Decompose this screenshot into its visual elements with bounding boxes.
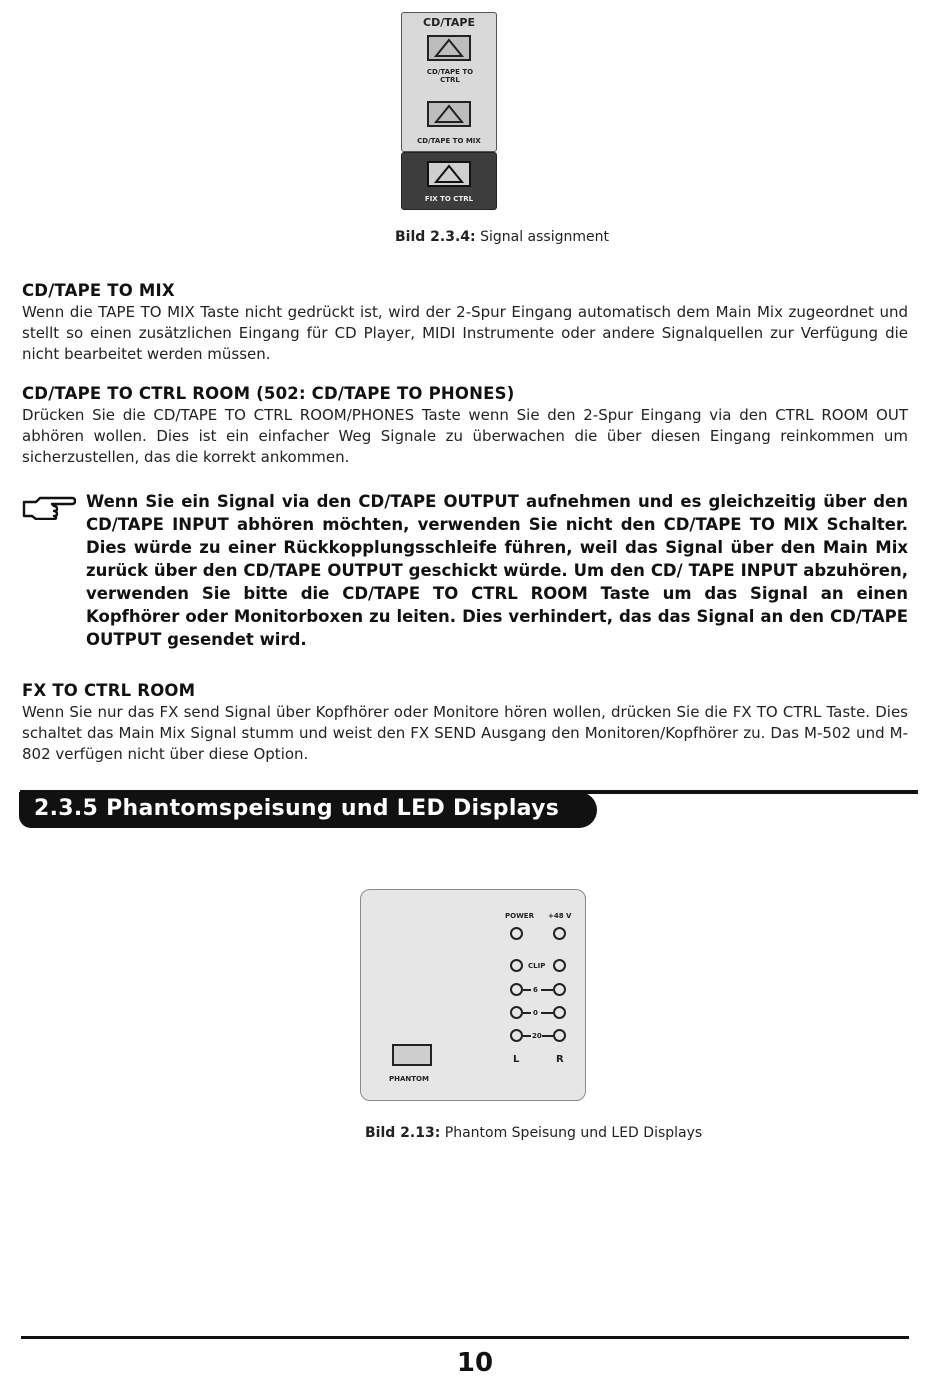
meter-20-led-right-icon	[553, 1029, 566, 1042]
power-led-icon	[510, 927, 523, 940]
meter-20-led-left-icon	[510, 1029, 523, 1042]
clip-led-left-icon	[510, 959, 523, 972]
meter-connector	[542, 1035, 553, 1037]
paragraph-fx-to-ctrl-room: Wenn Sie nur das FX send Signal über Kopfhörer oder Monitore hören wollen, drücken Sie die FX TO CTRL Taste. Dies schaltet das Main Mix Signal stumm und weist den FX SEND Ausgang den Monitoren/Kopfhörer zu. Das M-502 und M-802 verfügen nicht über diese Option.	[22, 703, 908, 763]
panel-title: CD/TAPE	[423, 16, 475, 29]
label-left: L	[513, 1054, 520, 1065]
section-title: 2.3.5 Phantomspeisung und LED Displays	[34, 796, 560, 821]
label-clip: CLIP	[528, 962, 546, 970]
label-20: 20	[532, 1032, 542, 1040]
fx-to-ctrl-button	[427, 161, 471, 187]
meter-0-led-left-icon	[510, 1006, 523, 1019]
label-cd-tape-to-ctrl: CD/TAPE TO CTRL	[426, 68, 474, 84]
label-power: POWER	[505, 912, 534, 920]
meter-connector	[541, 989, 553, 991]
caption-text: Phantom Speisung und LED Displays	[440, 1125, 703, 1141]
heading-cd-tape-to-ctrl-room: CD/TAPE TO CTRL ROOM (502: CD/TAPE TO PHONES)	[22, 384, 515, 403]
paragraph-cd-tape-to-ctrl-room: Drücken Sie die CD/TAPE TO CTRL ROOM/PHONES Taste wenn Sie den 2-Spur Eingang via den CTRL ROOM OUT abhören wollen. Dies ist ein einfacher Weg Signale zu überwachen die über diesen Eingang reinkommen um sicherzustellen, das die korrekt ankommen.	[22, 406, 908, 466]
meter-connector	[523, 1035, 531, 1037]
label-phantom: PHANTOM	[389, 1075, 429, 1083]
caption-text: Signal assignment	[475, 229, 609, 245]
meter-0-led-right-icon	[553, 1006, 566, 1019]
meter-connector	[523, 1012, 531, 1014]
page-number: 10	[456, 1348, 494, 1378]
heading-cd-tape-to-mix: CD/TAPE TO MIX	[22, 281, 175, 300]
fx-panel-section	[401, 152, 497, 210]
cd-tape-to-ctrl-button	[427, 35, 471, 61]
paragraph-cd-tape-to-mix: Wenn die TAPE TO MIX Taste nicht gedrückt ist, wird der 2-Spur Eingang automatisch dem Main Mix zugeordnet und stellt so einen zusätzlichen Eingang für CD Player, MIDI Instrumente oder andere Signalquellen zur Verfügung die nicht bearbeitet werden müssen.	[22, 303, 908, 363]
meter-connector	[523, 989, 531, 991]
cd-tape-to-mix-button	[427, 101, 471, 127]
label-plus48v: +48 V	[548, 912, 572, 920]
figure-caption-2-13	[365, 1125, 702, 1141]
label-right: R	[556, 1054, 564, 1065]
pointing-hand-icon	[22, 494, 76, 520]
phantom-switch	[392, 1044, 432, 1066]
phantom-led-icon	[553, 927, 566, 940]
signal-assignment-panel	[401, 12, 497, 208]
cd-tape-panel-section	[401, 12, 497, 152]
label-6: 6	[533, 986, 538, 994]
caption-label: Bild 2.13:	[365, 1125, 441, 1141]
clip-led-right-icon	[553, 959, 566, 972]
label-0: 0	[533, 1009, 538, 1017]
note-text: Wenn Sie ein Signal via den CD/TAPE OUTPUT aufnehmen und es gleichzeitig über den CD/TAPE INPUT abhören möchten, verwenden Sie nicht den CD/TAPE TO MIX Schalter. Dies würde zu einer Rückkopplungsschleife führen, weil das Signal über den Main Mix zurück über den CD/TAPE OUTPUT geschickt würde. Um den CD/ TAPE INPUT abzuhören, verwenden Sie bitte die CD/TAPE TO CTRL ROOM Taste um das Signal an einen Kopfhörer oder Monitorboxen zu leiten. Dies verhindert, das das Signal an den CD/TAPE OUTPUT gesendet wird.	[86, 492, 908, 649]
footer-rule	[21, 1336, 909, 1339]
meter-6-led-left-icon	[510, 983, 523, 996]
meter-connector	[541, 1012, 553, 1014]
label-fx-to-ctrl: FIX TO CTRL	[424, 195, 474, 203]
heading-fx-to-ctrl-room: FX TO CTRL ROOM	[22, 681, 196, 700]
label-cd-tape-to-mix: CD/TAPE TO MIX	[417, 137, 481, 145]
phantom-led-panel	[360, 889, 586, 1101]
figure-caption-2-3-4	[395, 229, 609, 245]
meter-6-led-right-icon	[553, 983, 566, 996]
caption-label: Bild 2.3.4:	[395, 229, 476, 245]
